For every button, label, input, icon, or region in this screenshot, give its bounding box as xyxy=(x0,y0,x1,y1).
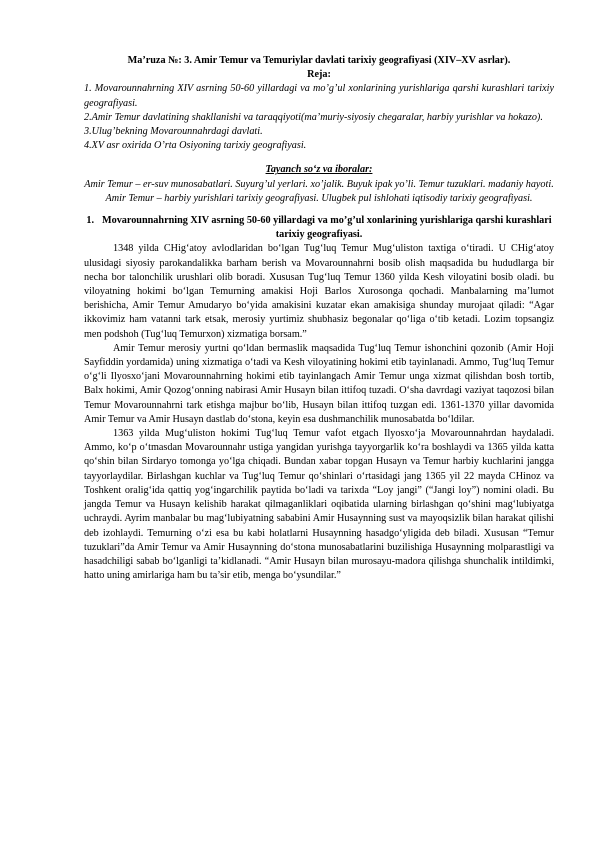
spacer xyxy=(84,153,554,163)
plan-item: 1. Movarounnahrning XIV asrning 50-60 yillardagi va mo’g’ul xonlarining yurishlariga qarshi kurashlari tarixiy geografiyasi. xyxy=(84,83,554,109)
section-heading xyxy=(84,214,554,242)
plan-heading: Reja: xyxy=(307,69,331,81)
paragraph: 1363 yilda Mug‘uliston hokimi Tug‘luq Temur vafot etgach Ilyosxo‘ja Movarounnahrdan haydaladi. Ammo, ko‘p o‘tmasdan Movarounnahr ustiga yangidan yurishga tayyorgarlik ko‘ra boshlaydi va 1365 yilda katta qo‘shin bilan Sirdaryo tomonga yo‘lga chiqadi. Bundan xabar topgan Husayn va Temur harbiy kuchlarini jangga tayyorlaydilar. Birlashgan kuchlar va Tug‘luq Temur qo‘shinlari o‘rtasidagi jang 1365 yil 22 mayda CHinoz va Toshkent oralig‘ida qattiq yog‘ingarchilik paytida bo‘ladi va tarixda “Loy jangi” (“Jangi loy”) nomini oladi. Bu jangda Temur va Husayn kelishib harakat qilmaganliklari oqibatida ularning birlashgan qo‘shini mag‘lubiyatga uchraydi. Ayrim manbalar bu mag‘lubiyatning sababini Amir Husaynning sust va mayoqsizlik bilan harakat qilishi deb izohlaydi. Temurning o‘zi esa bu kabi holatlarni Husaynning hasadgo‘yligida deb biladi. Xususan “Temur tuzuklari”da Amir Temur va Amir Husaynning do‘stona munosabatlarini buzilishiga Husaynning molparastligi va hasadchiligi sabab bo‘lganligi ta’kidlanadi. “Amir Husayn bilan murosayu-madora qilishga shunchalik intildimki, hatto uning amirlariga ham bu ta’sir etib, menga bo‘ysundilar.” xyxy=(84,428,554,582)
lecture-title: Ma’ruza №: 3. Amir Temur va Temuriylar davlati tarixiy geografiyasi (XIV–XV asrlar). xyxy=(127,55,511,66)
keywords-heading: Tayanch so‘z va iboralar: xyxy=(265,164,373,176)
keywords-text: Amir Temur – er-suv munosabatlari. Suyurg’ul yerlari. xo’jalik. Buyuk ipak yo’li. Temur tuzuklari. madaniy hayoti. Amir Temur – harbiy yurishlari tarixiy geografiyasi. Ulugbek pul ishlohati iqtisodiy tarixiy geografiyasi. xyxy=(84,178,554,204)
plan-item: 4.XV asr oxirida O’rta Osiyoning tarixiy geografiyasi. xyxy=(84,140,307,152)
paragraph: Amir Temur merosiy yurtni qo‘ldan bermaslik maqsadida Tug‘luq Temur ishonchini qozonib (Amir Hoji Sayfiddin yordamida) uning xizmatiga o‘tadi va Kesh viloyatining hokimi etib tayinlanadi. Ammo, Tug‘luq Temur o‘g‘li Ilyosxo‘jani Movarounnahrning hokimi etib tayinlangach Amir Temur unga xizmat qilishdan bosh tortib, Balx hokimi, Amir Qozog‘onning nabirasi Amir Husayn bilan ittifoq tuzadi. O‘sha davrdagi vaziyat taqozosi bilan Temur Movarounnahrni tark etishga majbur bo‘lib, Husayn bilan ittifoq tuzgan edi. 1361-1370 yillar davomida Amir Temur va Amir Husayn dastlab do‘stona, keyin esa dushmanchilik munosabatda bo‘ldilar. xyxy=(84,342,554,425)
section-number: 1. xyxy=(86,215,94,227)
plan-item: 3.Ulug’bekning Movarounnahrdagi davlati. xyxy=(84,126,263,138)
plan-item: 2.Amir Temur davlatining shakllanishi va taraqqiyoti(ma’muriy-siyosiy chegaralar, harbiy yurishlar va hokazo). xyxy=(84,111,543,123)
section-title: Movarounnahrning XIV asrning 50-60 yillardagi va mo’g’ul xonlarining yurishlariga qarshi kurashlari tarixiy geografiyasi. xyxy=(101,215,552,241)
paragraph: 1348 yilda CHig‘atoy avlodlaridan bo‘lgan Tug‘luq Temur Mug‘uliston taxtiga o‘tiradi. U CHig‘atoy ulusidagi siyosiy parokandalikka barham berish va Movarounnahrni bosib olish maqsadida bu hududlarga bir necha bor talonchilik urushlari olib boradi. Xususan Tug‘luq Temur 1360 yilda Kesh viloyatini bosib oladi. bu viloyatning hokimi bo‘lgan Temurning amakisi Hoji Barlos Xurosonga qochadi. Manbalarning ma’lumot berishicha, Amir Temur Amudaryo bo‘yida amakisini kuzatar ekan amakisiga shunday murojaat qiladi: “Agar ikkovimiz ham vatanni tark etsak, merosiy yurtimiz shubhasiz begonalar qo‘liga o‘tib ketadi. Lozim topsangiz men podshoh (Tug‘luq Temurxon) xizmatiga borsam.” xyxy=(84,243,554,340)
